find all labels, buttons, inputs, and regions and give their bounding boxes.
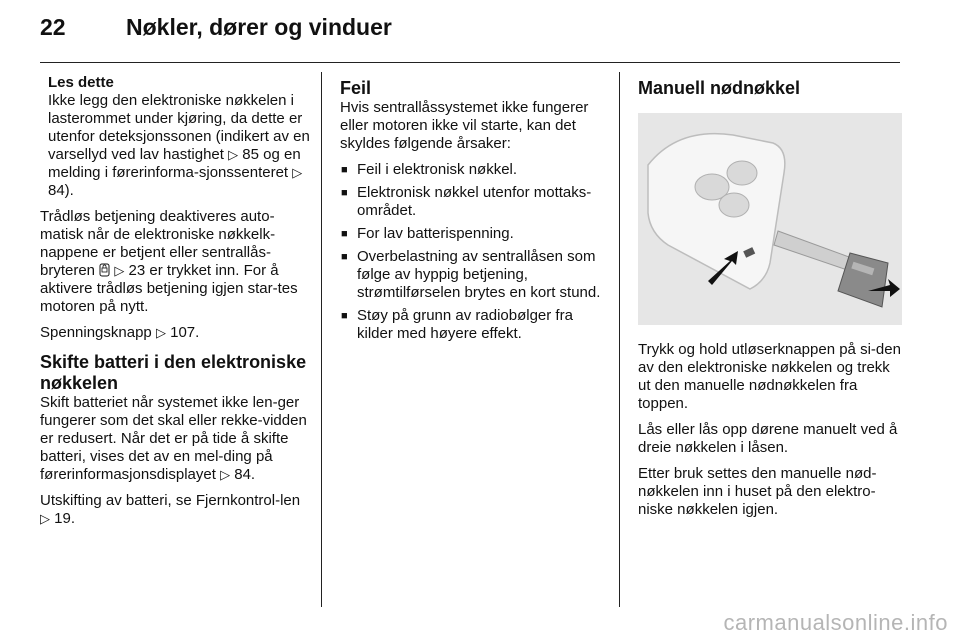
paragraph-text: Utskifting av batteri, se Fjernkontrol-len — [40, 492, 301, 509]
emergency-key-step-2: Lås eller lås opp dørene manuelt ved å dreie nøkkelen i låsen. — [638, 421, 898, 456]
note-ref-1[interactable]: 85 — [242, 146, 259, 163]
watermark: carmanualsonline.info — [723, 610, 948, 635]
emergency-key-step-1: Trykk og hold utløserknappen på si-den av den elektroniske nøkkelen og trekk ut den manuelle nødnøkkelen fra toppen. — [638, 341, 901, 412]
section-heading-battery: Skifte batteri i den elektroniske nøkkelen — [40, 352, 307, 393]
note-ref-2[interactable]: 84). — [48, 182, 74, 199]
list-item: ■ For lav batterispenning. — [340, 225, 608, 243]
column-divider-2 — [619, 72, 620, 607]
ref-link[interactable]: 23 — [128, 262, 146, 279]
ref-link[interactable]: 107. — [170, 324, 200, 341]
section-heading-fault: Feil — [340, 78, 372, 98]
paragraph-wireless — [40, 208, 310, 316]
ref-link[interactable]: 19. — [54, 510, 76, 527]
section-heading-emergency-key: Manuell nødnøkkel — [638, 78, 801, 98]
list-item: ■ Overbelastning av sentrallåsen som følge av hyppig betjening, strømtilførselen brytes en kort stund. — [340, 248, 608, 302]
list-item: ■ Støy på grunn av radiobølger fra kilder med høyere effekt. — [340, 307, 608, 343]
reference-arrow-icon: ▷ — [114, 263, 125, 278]
note-text-2: og en melding i førerinforma-sjonssenteret — [48, 146, 301, 181]
paragraph-battery — [40, 394, 310, 484]
page-number: 22 — [40, 14, 66, 40]
paragraph-battery-replacement — [40, 492, 310, 528]
column-2 — [340, 74, 608, 348]
central-lock-switch-icon — [99, 262, 110, 279]
reference-arrow-icon: ▷ — [220, 467, 231, 482]
reference-arrow-icon: ▷ — [292, 165, 303, 180]
reference-arrow-icon: ▷ — [155, 325, 166, 340]
reference-arrow-icon: ▷ — [228, 147, 239, 162]
emergency-key-step-3: Etter bruk settes den manuelle nød-nøkkelen inn i huset på den elektro-niske nøkkelen igjen. — [638, 465, 877, 518]
column-divider-1 — [321, 72, 322, 607]
ref-link[interactable]: 84. — [234, 466, 256, 483]
note-box — [40, 74, 310, 200]
column-3 — [638, 74, 902, 527]
page-header — [40, 14, 900, 60]
paragraph-text: Skift batteriet når systemet ikke len-ger fungerer som det skal eller rekke-vidden er redusert. Når det er på tide å skifte batteri, vises det av en mel-ding på førerinformasjonsdisplayet — [40, 394, 307, 483]
reference-arrow-icon: ▷ — [40, 511, 50, 526]
column-1 — [40, 74, 310, 536]
note-title: Les dette — [48, 74, 114, 91]
paragraph-text: Trådløs betjening deaktiveres auto-matisk når de elektroniske nøkkelk-nappene er betjent eller sentrallås-bryteren — [40, 208, 276, 279]
paragraph-text: Spenningsknapp — [40, 324, 152, 341]
header-divider — [40, 62, 900, 63]
list-item: ■ Elektronisk nøkkel utenfor mottaks-området. — [340, 184, 608, 220]
key-illustration — [638, 113, 902, 325]
note-text: Ikke legg den elektroniske nøkkelen i lasterommet under kjøring, da dette er utenfor deteksjonssonen (indikert av en varsellyd ved lav hastighet — [48, 92, 310, 163]
paragraph-text: er trykket inn. For å aktivere trådløs betjening igjen star-tes motoren på nytt. — [40, 262, 298, 315]
fault-list — [340, 161, 608, 343]
chapter-title: Nøkler, dører og vinduer — [126, 14, 392, 40]
paragraph-voltage-button — [40, 324, 310, 342]
list-item: ■ Feil i elektronisk nøkkel. — [340, 161, 608, 179]
fault-intro: Hvis sentrallåssystemet ikke fungerer eller motoren ikke vil starte, kan det skyldes følgende årsaker: — [340, 99, 589, 152]
